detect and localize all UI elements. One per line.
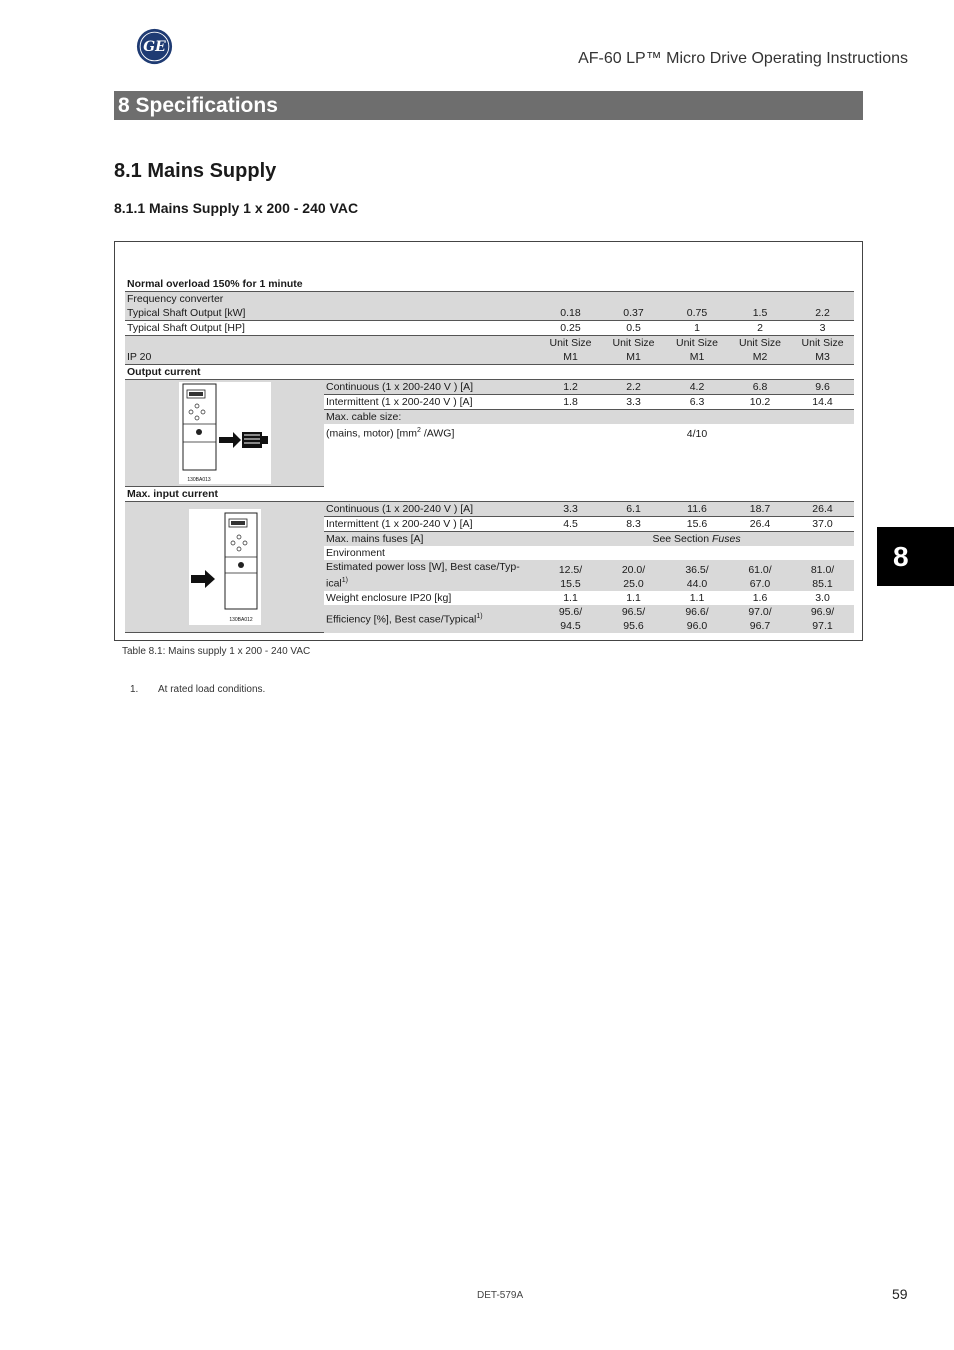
intermittent-output-value: 6.3	[665, 395, 729, 410]
continuous-input-value: 6.1	[602, 502, 665, 517]
weight-value: 1.1	[665, 591, 729, 605]
unit-size-cell: Unit Size M3	[791, 336, 854, 365]
fuses-section-link: Fuses	[712, 533, 741, 545]
efficiency-value: 96.6/ 96.0	[665, 605, 729, 633]
shaft-hp-value: 1	[665, 321, 729, 336]
chapter-heading: 8 Specifications	[114, 91, 863, 120]
continuous-output-label: Continuous (1 x 200-240 V ) [A]	[324, 380, 539, 395]
unit-size-cell: Unit Size M1	[539, 336, 602, 365]
drive-output-illustration	[179, 382, 271, 484]
shaft-hp-label: Typical Shaft Output [HP]	[125, 321, 539, 336]
table-row	[125, 277, 854, 292]
spec-table	[125, 277, 854, 633]
power-loss-label: Estimated power loss [W], Best case/Typ- ical$^{1)}$	[324, 560, 539, 591]
weight-value: 3.0	[791, 591, 854, 605]
frequency-converter-label: Frequency converter	[127, 293, 224, 305]
footnote-text: At rated load conditions.	[158, 684, 266, 695]
table-row	[125, 487, 854, 502]
illustration-code: 130BA013	[186, 477, 211, 483]
section-title: 8.1 Mains Supply	[114, 160, 277, 182]
cable-size-label: Max. cable size:	[324, 410, 539, 425]
shaft-kw-value: 0.75	[665, 292, 729, 321]
svg-text:GE: GE	[143, 39, 166, 56]
continuous-output-value: 4.2	[665, 380, 729, 395]
power-loss-value: 61.0/ 67.0	[729, 560, 791, 591]
unit-size-cell: Unit Size M1	[665, 336, 729, 365]
ip-label: IP 20	[125, 336, 539, 365]
continuous-output-value: 2.2	[602, 380, 665, 395]
mains-fuses-value: See Section Fuses	[539, 532, 854, 547]
efficiency-value: 95.6/ 94.5	[539, 605, 602, 633]
illustration-code: 130BA012	[228, 617, 253, 623]
shaft-kw-value: 2.2	[791, 292, 854, 321]
shaft-hp-value: 0.25	[539, 321, 602, 336]
weight-value: 1.6	[729, 591, 791, 605]
table-row	[125, 321, 854, 336]
intermittent-input-value: 15.6	[665, 517, 729, 532]
intermittent-input-value: 4.5	[539, 517, 602, 532]
table-row	[125, 336, 854, 365]
shaft-hp-value: 2	[729, 321, 791, 336]
efficiency-value: 96.5/ 95.6	[602, 605, 665, 633]
intermittent-input-value: 8.3	[602, 517, 665, 532]
chapter-tab: 8	[877, 527, 954, 586]
continuous-input-label: Continuous (1 x 200-240 V ) [A]	[324, 502, 539, 517]
shaft-kw-value: 0.37	[602, 292, 665, 321]
table-row	[125, 380, 854, 395]
input-illustration	[125, 502, 324, 633]
intermittent-output-value: 10.2	[729, 395, 791, 410]
intermittent-input-label: Intermittent (1 x 200-240 V ) [A]	[324, 517, 539, 532]
output-illustration	[125, 380, 324, 487]
page-number: 59	[892, 1286, 908, 1302]
table-row	[125, 365, 854, 380]
table-caption: Table 8.1: Mains supply 1 x 200 - 240 VAC	[122, 646, 311, 657]
mains-fuses-label: Max. mains fuses [A]	[324, 532, 539, 547]
continuous-input-value: 18.7	[729, 502, 791, 517]
intermittent-input-value: 26.4	[729, 517, 791, 532]
document-code: DET-579A	[477, 1290, 524, 1301]
continuous-output-value: 1.2	[539, 380, 602, 395]
footnote-number: 1.	[130, 684, 139, 695]
shaft-kw-value: 1.5	[729, 292, 791, 321]
weight-label: Weight enclosure IP20 [kg]	[324, 591, 539, 605]
ge-logo	[136, 28, 173, 65]
intermittent-output-value: 14.4	[791, 395, 854, 410]
power-loss-value: 36.5/ 44.0	[665, 560, 729, 591]
shaft-kw-value: 0.18	[539, 292, 602, 321]
efficiency-label: Efficiency [%], Best case/Typical$^{1)}$	[324, 605, 539, 633]
power-loss-value: 20.0/ 25.0	[602, 560, 665, 591]
max-input-current-label: Max. input current	[125, 487, 539, 502]
intermittent-output-value: 3.3	[602, 395, 665, 410]
intermittent-input-value: 37.0	[791, 517, 854, 532]
cable-size-value: 4/10	[665, 424, 729, 441]
spec-table-frame	[114, 241, 863, 641]
document-title: AF-60 LP™ Micro Drive Operating Instructions	[578, 50, 908, 67]
subsection-title: 8.1.1 Mains Supply 1 x 200 - 240 VAC	[114, 200, 359, 216]
power-loss-value: 81.0/ 85.1	[791, 560, 854, 591]
shaft-kw-label: Typical Shaft Output [kW]	[127, 307, 246, 319]
power-loss-value: 12.5/ 15.5	[539, 560, 602, 591]
efficiency-value: 97.0/ 96.7	[729, 605, 791, 633]
weight-value: 1.1	[539, 591, 602, 605]
continuous-input-value: 3.3	[539, 502, 602, 517]
output-current-label: Output current	[125, 365, 539, 380]
intermittent-output-value: 1.8	[539, 395, 602, 410]
continuous-output-value: 9.6	[791, 380, 854, 395]
continuous-input-value: 11.6	[665, 502, 729, 517]
weight-value: 1.1	[602, 591, 665, 605]
table-row	[125, 502, 854, 517]
continuous-input-value: 26.4	[791, 502, 854, 517]
intermittent-output-label: Intermittent (1 x 200-240 V ) [A]	[324, 395, 539, 410]
cable-size-detail: (mains, motor) [$mm^2$ /AWG]	[324, 424, 539, 441]
continuous-output-value: 6.8	[729, 380, 791, 395]
shaft-hp-value: 3	[791, 321, 854, 336]
group-overload-label: Normal overload 150% for 1 minute	[125, 277, 854, 292]
unit-size-cell: Unit Size M1	[602, 336, 665, 365]
table-row	[125, 292, 854, 321]
environment-label: Environment	[324, 546, 539, 560]
shaft-hp-value: 0.5	[602, 321, 665, 336]
unit-size-cell: Unit Size M2	[729, 336, 791, 365]
efficiency-value: 96.9/ 97.1	[791, 605, 854, 633]
drive-input-illustration	[189, 509, 261, 625]
